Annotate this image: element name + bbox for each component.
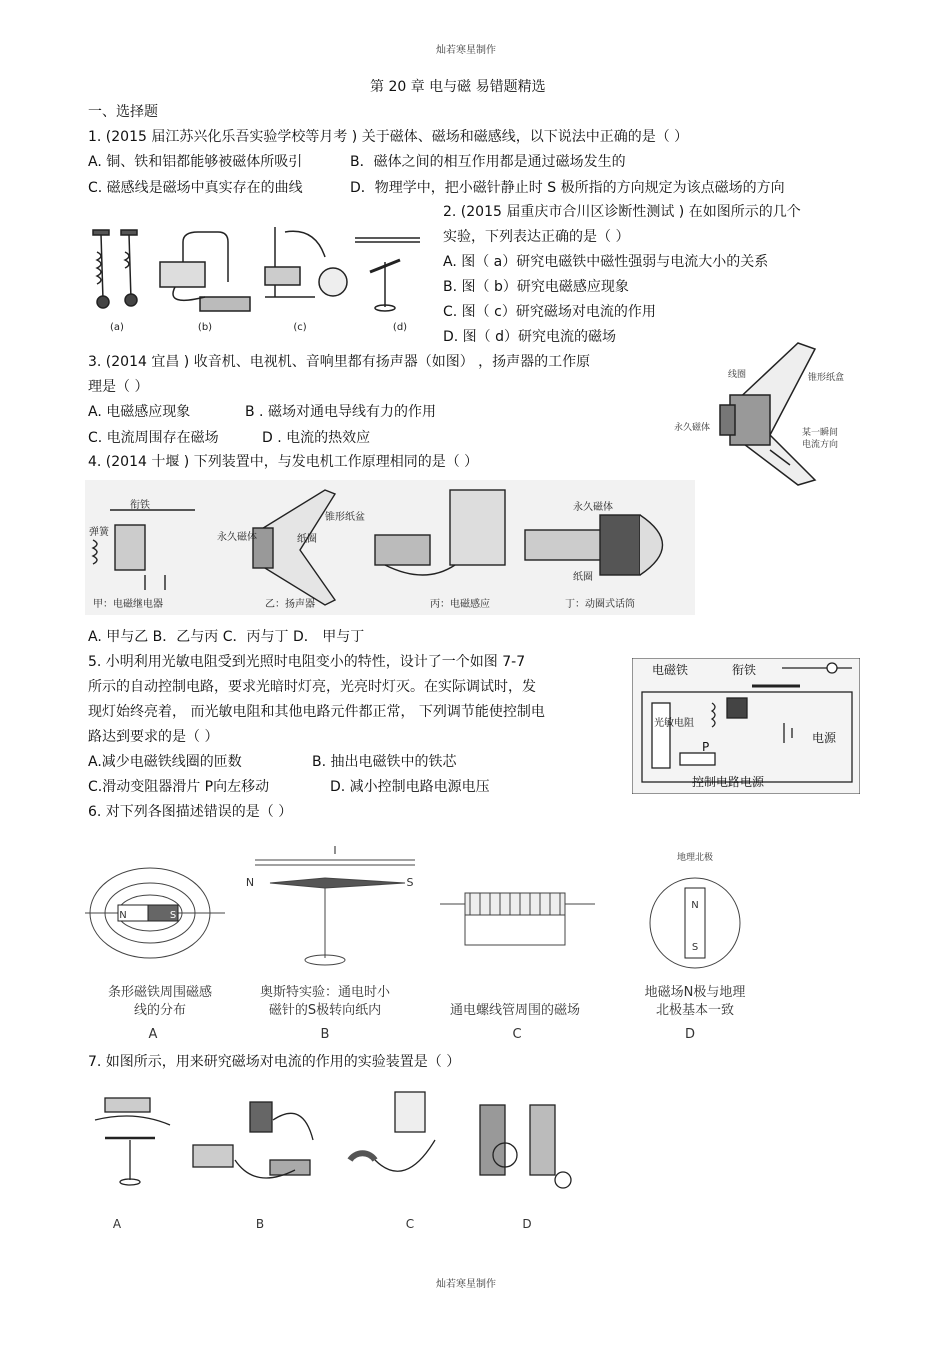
q2-fig-label-d: (d) <box>392 322 408 333</box>
q6-d-top-label: 地理北极 <box>676 853 714 863</box>
q7-stem: 7. 如图所示，用来研究磁场对电流的作用的实验装置是（ ） <box>88 1054 461 1070</box>
svg-text:I: I <box>333 844 337 857</box>
q1-option-d: D．物理学中，把小磁针静止时 S 极所指的方向规定为该点磁场的方向 <box>350 180 785 196</box>
svg-text:N: N <box>119 910 127 921</box>
q1-option-c: C. 磁感线是磁场中真实存在的曲线 <box>88 180 303 196</box>
q7-letter-a: A <box>112 1217 122 1231</box>
q3-label-magnet: 永久磁体 <box>674 423 711 433</box>
q4-label-magnet: 永久磁体 <box>217 532 257 543</box>
q6-cap-b-1: 奥斯特实验：通电时小 <box>259 985 391 1000</box>
q2-option-c: C. 图（ c）研究磁场对电流的作用 <box>443 304 656 320</box>
q2-fig-label-a: (a) <box>110 322 124 333</box>
q4-label-paper2: 纸圈 <box>573 572 593 583</box>
q3-label-cone: 锥形纸盒 <box>808 373 845 383</box>
q4-label-armature: 衔铁 <box>130 500 150 511</box>
q3-option-c: C. 电流周围存在磁场 <box>88 430 219 446</box>
q2-stem-line2: 实验，下列表达正确的是（ ） <box>443 229 630 245</box>
q5-option-a: A.减少电磁铁线圈的匝数 <box>88 754 242 770</box>
svg-text:N: N <box>245 876 255 889</box>
q4-caption-bing: 丙：电磁感应 <box>430 599 490 610</box>
q2-stem-line1: 2. (2015 届重庆市合川区诊断性测试 ) 在如图所示的几个 <box>443 204 801 220</box>
page-footer: 灿若寒星制作 <box>436 1279 496 1290</box>
q7-letter-b: B <box>255 1217 265 1231</box>
svg-text:S: S <box>169 910 177 921</box>
q7-figure <box>85 1080 585 1235</box>
q6-cap-b-2: 磁针的S极转向纸内 <box>268 1003 382 1018</box>
q4-caption-jia: 甲：电磁继电器 <box>93 599 163 610</box>
q5-line1: 5. 小明利用光敏电阻受到光照时电阻变小的特性，设计了一个如图 7-7 <box>88 654 526 670</box>
q3-label-instant: 某一瞬间 <box>802 428 839 438</box>
q2-figure <box>85 212 430 342</box>
q6-cap-a-2: 线的分布 <box>133 1003 187 1018</box>
q3-label-coil: 线圈 <box>728 370 747 380</box>
q4-figure <box>85 480 695 620</box>
section-heading: 一、选择题 <box>88 104 158 120</box>
q5-label-photoresistor: 光敏电阻 <box>654 718 694 729</box>
q4-caption-yi: 乙：扬声器 <box>265 599 315 610</box>
q1-option-b: B．磁体之间的相互作用都是通过磁场发生的 <box>350 154 626 170</box>
q1-stem: 1. (2015 届江苏兴化乐吾实验学校等月考 ) 关于磁体、磁场和磁感线，以下说法中正确的是（ ） <box>88 129 689 145</box>
q2-option-d: D. 图（ d）研究电流的磁场 <box>443 329 617 345</box>
q2-option-b: B. 图（ b）研究电磁感应现象 <box>443 279 629 295</box>
q3-option-a: A. 电磁感应现象 <box>88 404 191 420</box>
q2-option-a: A. 图（ a）研究电磁铁中磁性强弱与电流大小的关系 <box>443 254 769 270</box>
q5-option-c: C.滑动变阻器滑片 P向左移动 <box>88 779 270 795</box>
svg-text:S: S <box>691 942 699 953</box>
page-title: 第 20 章 电与磁 易错题精选 <box>370 79 546 95</box>
q6-cap-c-1: 通电螺线管周围的磁场 <box>449 1003 581 1018</box>
q5-option-d: D. 减小控制电路电源电压 <box>330 779 490 795</box>
q3-label-current: 电流方向 <box>802 440 839 450</box>
q2-fig-label-c: (c) <box>293 322 307 333</box>
q4-label-paper: 纸圈 <box>297 534 317 545</box>
q5-label-control-power: 控制电路电源 <box>692 775 765 789</box>
q3-speaker-figure <box>670 335 860 495</box>
q6-cap-d-1: 地磁场N极与地理 <box>644 985 746 1000</box>
q5-circuit-figure <box>632 658 860 794</box>
q1-option-a: A. 铜、铁和铝都能够被磁体所吸引 <box>88 154 303 170</box>
q3-option-b: B . 磁场对通电导线有力的作用 <box>245 404 436 420</box>
q5-line2: 所示的自动控制电路，要求光暗时灯亮，光亮时灯灭。在实际调试时，发 <box>88 679 536 695</box>
q7-letter-d: D <box>522 1217 532 1231</box>
q4-label-cone: 锥形纸盆 <box>325 512 365 523</box>
q5-label-electromagnet: 电磁铁 <box>652 663 689 677</box>
q5-label-power: 电源 <box>812 731 837 745</box>
q5-label-armature: 衔铁 <box>732 663 757 677</box>
q3-option-d: D . 电流的热效应 <box>262 430 371 446</box>
q6-letter-b: B <box>320 1027 330 1042</box>
q6-letter-c: C <box>512 1027 522 1042</box>
svg-text:N: N <box>691 900 699 911</box>
q6-figure <box>85 838 785 1043</box>
q5-option-b: B. 抽出电磁铁中的铁芯 <box>312 754 457 770</box>
svg-text:S: S <box>406 876 414 889</box>
q3-stem-line1: 3. (2014 宜昌 ) 收音机、电视机、音响里都有扬声器（如图） ，扬声器的工作原 <box>88 354 591 370</box>
page-header: 灿若寒星制作 <box>436 45 496 56</box>
q6-stem: 6. 对下列各图描述错误的是（ ） <box>88 804 293 820</box>
q5-line3: 现灯始终亮着， 而光敏电阻和其他电路元件都正常， 下列调节能使控制电 <box>88 704 545 720</box>
q4-options: A. 甲与乙 B．乙与丙 C．丙与丁 D． 甲与丁 <box>88 629 365 645</box>
q6-cap-a-1: 条形磁铁周围磁感 <box>107 985 213 1000</box>
q4-caption-ding: 丁：动圈式话筒 <box>565 599 635 610</box>
q5-line4: 路达到要求的是（ ） <box>88 729 219 745</box>
q3-stem-line2: 理是（ ） <box>88 379 149 395</box>
q5-label-p: P <box>702 740 710 754</box>
q6-cap-d-2: 北极基本一致 <box>655 1003 735 1018</box>
q7-letter-c: C <box>405 1217 415 1231</box>
q2-fig-label-b: (b) <box>197 322 213 333</box>
q4-label-spring: 弹簧 <box>89 527 109 538</box>
q4-stem: 4. (2014 十堰 ) 下列装置中，与发电机工作原理相同的是（ ） <box>88 454 479 470</box>
q6-letter-d: D <box>684 1027 696 1042</box>
q6-letter-a: A <box>148 1027 158 1042</box>
q4-label-magnet2: 永久磁体 <box>573 502 613 513</box>
